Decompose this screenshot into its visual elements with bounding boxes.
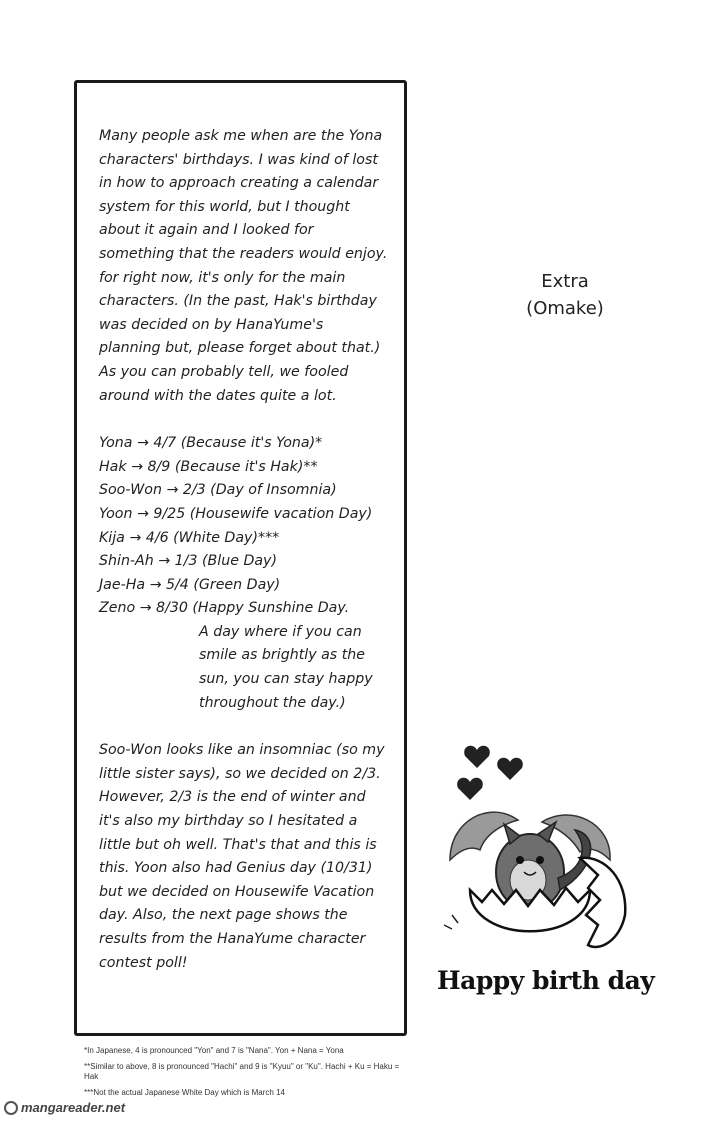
zeno-continuation-line: throughout the day.) (199, 694, 346, 711)
zeno-continuation-line: sun, you can stay happy (199, 671, 373, 688)
omake-label: (Omake) (526, 298, 604, 319)
footnote-3: ***Not the actual Japanese White Day which is March 14 (84, 1088, 285, 1097)
heart-icon (464, 746, 490, 768)
motion-marks (444, 915, 458, 929)
squirrel-eye (536, 856, 544, 864)
zeno-continuation-line: A day where if you can (199, 623, 362, 640)
extra-omake-label (520, 268, 610, 322)
extra-label: Extra (541, 271, 589, 292)
birthday-jae-ha: Jae-Ha → 5/4 (Green Day) (99, 576, 281, 593)
birthday-list (99, 432, 389, 715)
heart-icon (457, 778, 483, 800)
watermark-text: mangareader.net (21, 1100, 126, 1115)
happy-birthday-caption: Happy birth day (437, 966, 655, 995)
note-intro: Many people ask me when are the Yona characters' birthdays. I was kind of lost in how to approach creating a calendar system for this world, but I thought about it again and I looked for something that the readers would enjoy. for right now, it's only for the main characters. (In the past, Hak's birthday was decided on by HanaYume's planning but, please forget about that.) As you can probably tell, we fooled around with the dates quite a lot. (99, 128, 388, 404)
footnote-2: **Similar to above, 8 is pronounced "Hachi" and 9 is "Kyuu" or "Ku". Hachi + Ku = Haku = Hak (84, 1062, 400, 1081)
birthday-kija: Kija → 4/6 (White Day)*** (99, 529, 280, 546)
birthday-soo-won: Soo-Won → 2/3 (Day of Insomnia) (99, 482, 337, 499)
watermark-logo-icon (4, 1101, 18, 1115)
birthday-hak: Hak → 8/9 (Because it's Hak)** (99, 458, 318, 475)
footnote-1: *In Japanese, 4 is pronounced "Yon" and 7 is "Nana". Yon + Nana = Yona (84, 1046, 344, 1055)
translation-footnotes (84, 1046, 414, 1104)
birthday-yona: Yona → 4/7 (Because it's Yona)* (99, 435, 323, 452)
birthday-shin-ah: Shin-Ah → 1/3 (Blue Day) (99, 553, 277, 570)
zeno-continuation-line: smile as brightly as the (199, 647, 365, 664)
author-note-box (74, 80, 407, 1036)
site-watermark (4, 1100, 125, 1115)
heart-icon (497, 758, 523, 780)
squirrel-egg-illustration (430, 740, 630, 960)
birthday-yoon: Yoon → 9/25 (Housewife vacation Day) (99, 505, 373, 522)
squirrel-eye (516, 856, 524, 864)
birthday-zeno: Zeno → 8/30 (Happy Sunshine Day. (99, 600, 350, 617)
author-note-text (99, 125, 389, 975)
note-closing: Soo-Won looks like an insomniac (so my little sister says), so we decided on 2/3. However, 2/3 is the end of winter and it's also my birthday so I hesitated a little but oh well. That's that and this is this. Yoon also had Genius day (10/31) but we decided on Housewife Vacation day. Also, the next page shows the results from the HanaYume character contest poll! (99, 742, 385, 971)
